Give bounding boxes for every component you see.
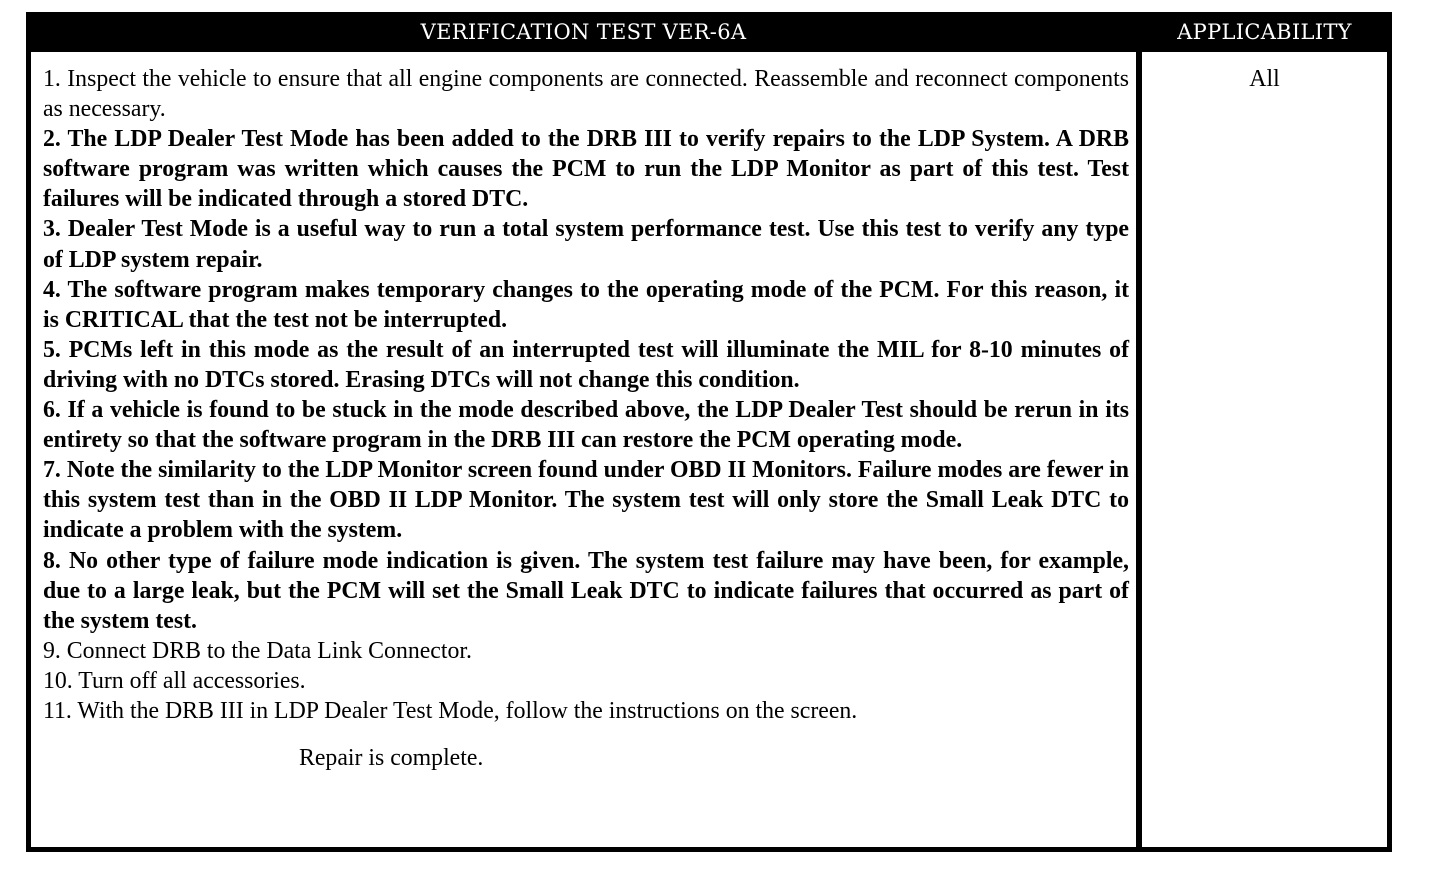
verification-test-title: VERIFICATION TEST VER-6A bbox=[420, 20, 747, 44]
test-step: 3. Dealer Test Mode is a useful way to run a total system performance test. Use this test to verify any type of LDP system repair. bbox=[43, 216, 1129, 273]
repair-complete-text: Repair is complete. bbox=[299, 745, 484, 772]
applicability-value: All bbox=[1249, 66, 1280, 92]
test-step: 10. Turn off all accessories. bbox=[43, 667, 306, 694]
test-step: 9. Connect DRB to the Data Link Connector. bbox=[43, 637, 472, 664]
test-step: 11. With the DRB III in LDP Dealer Test Mode, follow the instructions on the screen. bbox=[43, 697, 858, 724]
verification-test-table bbox=[26, 12, 1392, 852]
test-step: 8. No other type of failure mode indication is given. The system test failure may have been, for example, due to a large leak, but the PCM will set the Small Leak DTC to indicate failures that occurred as part of the system test. bbox=[43, 547, 1129, 634]
test-step: 5. PCMs left in this mode as the result of an interrupted test will illuminate the MIL for 8-10 minutes of driving with no DTCs stored. Erasing DTCs will not change this condition. bbox=[43, 336, 1129, 393]
test-steps-cell bbox=[43, 64, 1129, 773]
table-header bbox=[31, 12, 1387, 52]
test-step: 2. The LDP Dealer Test Mode has been added to the DRB III to verify repairs to the LDP System. A DRB software program was written which causes the PCM to run the LDP Monitor as part of this test. Test failures will be indicated through a stored DTC. bbox=[43, 126, 1129, 213]
test-step: 1. Inspect the vehicle to ensure that all engine components are connected. Reassemble and reconnect components as necessary. bbox=[43, 66, 1129, 123]
test-step: 6. If a vehicle is found to be stuck in the mode described above, the LDP Dealer Test should be rerun in its entirety so that the software program in the DRB III can restore the PCM operating mode. bbox=[43, 397, 1129, 454]
column-divider bbox=[1136, 12, 1142, 847]
applicability-title: APPLICABILITY bbox=[1177, 20, 1352, 44]
test-step: 4. The software program makes temporary changes to the operating mode of the PCM. For this reason, it is CRITICAL that the test not be interrupted. bbox=[43, 276, 1129, 333]
test-step: 7. Note the similarity to the LDP Monitor screen found under OBD II Monitors. Failure modes are fewer in this system test than in the OBD II LDP Monitor. The system test will only store the Small Leak DTC to indicate a problem with the system. bbox=[43, 457, 1129, 544]
